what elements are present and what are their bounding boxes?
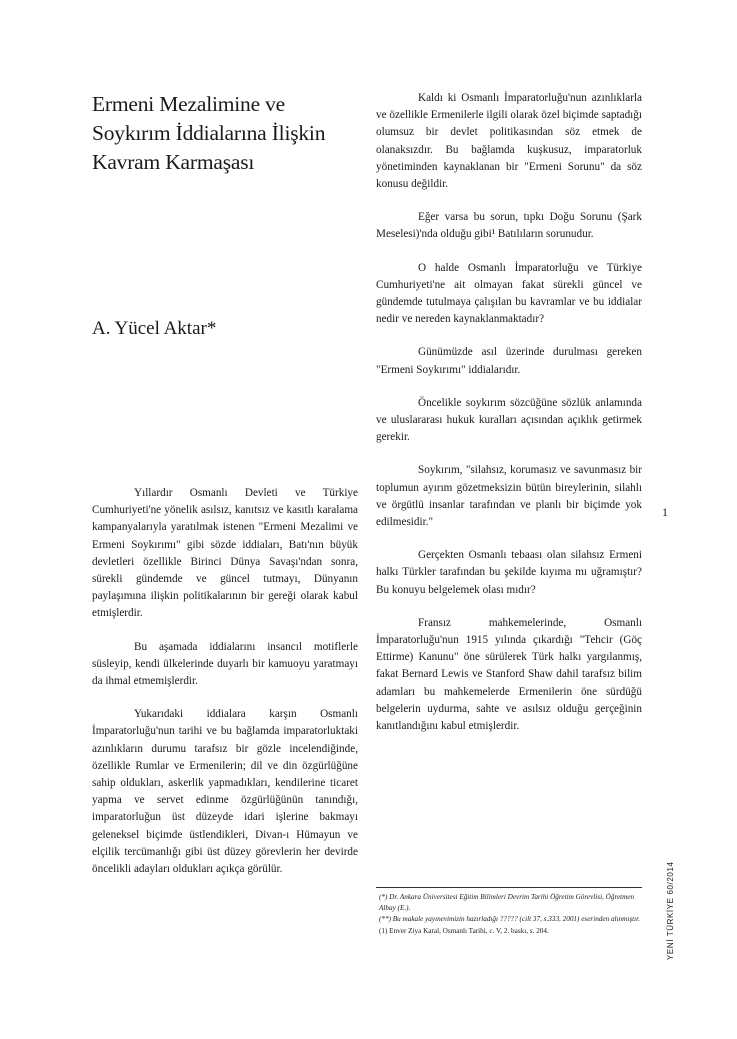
footnote: (1) Enver Ziya Karal, Osmanlı Tarihi, c. V, 2. baskı, s. 204. — [379, 926, 549, 935]
paragraph: Bu aşamada iddialarını insancıl motiflerle süsleyip, kendi ülkelerinde duyarlı bir kamuoyu yaratmayı da ihmal etmemişlerdir. — [92, 640, 358, 688]
right-column — [376, 90, 642, 751]
article-title: Ermeni Mezalimine ve Soykırım İddialarına İlişkin Kavram Karmaşası — [92, 92, 326, 174]
footnote: (**) Bu makale yayınevimizin hazırladığı ????? (cilt 37, s.333, 2001) eserinden alınmıştır. — [379, 915, 640, 923]
journal-label: YENİ TÜRKİYE 60/2014 — [666, 861, 675, 960]
left-column — [92, 485, 358, 894]
paragraph: Yıllardır Osmanlı Devleti ve Türkiye Cumhuriyeti'ne yönelik asılsız, kanıtsız ve kasıtlı karalama kampanyalarıyla yaratılmak istenen "Ermeni Mezalimi ve Ermeni Soykırımı" gibi sözde iddiaları, Batı'nın büyük devletleri özellikle Birinci Dünya Savaşı'ndan sonra, sürekli gündemde ve güncel tutmayı, Dünyanın paylaşımına ilişkin politikalarının bir gereği olarak kabul etmişlerdir. — [92, 487, 358, 620]
paragraph: Gerçekten Osmanlı tebaası olan silahsız Ermeni halkı Türkler tarafından bu şekilde kıyıma mı uğramıştır? Bu konuyu belgelemek olası mıdır? — [376, 549, 642, 596]
page-number: 1 — [662, 505, 668, 519]
paragraph: Öncelikle soykırım sözcüğüne sözlük anlamında ve uluslararası hukuk kuralları açısından açıklık getirmek gerekir. — [376, 396, 642, 444]
paragraph: Günümüzde asıl üzerinde durulması gereken "Ermeni Soykırımı" iddialarıdır. — [376, 346, 642, 376]
paragraph: Eğer varsa bu sorun, tıpkı Doğu Sorunu (Şark Meselesi)'nda olduğu gibi¹ Batılıların sorunudur. — [376, 211, 642, 241]
paragraph: Kaldı ki Osmanlı İmparatorluğu'nun azınlıklarla ve özellikle Ermenilerle ilgili olarak özel biçimde saptadığı olumsuz bir devlet politikasından söz etmek de olanaksızdır. Bu bağlamda kuşkusuz, imparatorluk yönetiminden kaynaklanan bir "Ermeni Sorunu" da söz konusu değildir. — [376, 92, 642, 191]
paragraph: Fransız mahkemelerinde, Osmanlı İmparatorluğu'nun 1915 yılında çıkardığı "Tehcir (Göç Ettirme) Kanunu" öne sürülerek Türk halkı yargılanmış, fakat Bernard Lewis ve Stanford Shaw dahil tarafsız bilim adamları bu mahkemelerde Ermenilerin öne sürdüğü belgelerin uydurma, sahte ve asılsız olduğu gerçeğinin kanıtlandığını kabul etmişlerdir. — [376, 616, 642, 733]
paragraph: Yukarıdaki iddialara karşın Osmanlı İmparatorluğu'nun tarihi ve bu bağlamda imparatorluktaki azınlıkların durumu tarafsız bir gözle incelendiğinde, özellikle Rumlar ve Ermenilerin; dil ve din özgürlüğüne sahip oldukları, askerlik yapmadıkları, kendilerine ticaret yapma ve servet edinme özgürlüğünün tanındığı, imparatorluğun üst düzeyde idari işlerine bakmayı geleneksel biçimde üstlendikleri, Divan-ı Hümayun ve elçilik tercümanlığı gibi üst düzey görevlerin her devirde öncelikli adayları oldukları açıkça görülür. — [92, 708, 358, 876]
paragraph: Soykırım, "silahsız, korumasız ve savunmasız bir toplumun ayırım gözetmeksizin bütün bireylerinin, silahlı ve örgütlü insanlar tarafından ve planlı bir biçimde yok edilmesidir." — [376, 464, 642, 529]
footnote: (*) Dr. Ankara Üniversitesi Eğitim Bilimleri Devrim Tarihi Öğretim Görevlisi, Öğretmen Albay (E.). — [379, 893, 635, 912]
paragraph: O halde Osmanlı İmparatorluğu ve Türkiye Cumhuriyeti'ne ait olmayan fakat sürekli güncel ve gündemde tutulmaya çalışılan bu kavramlar ve bu iddialar nedir ve nereden kaynaklanmaktadır? — [376, 261, 642, 326]
author-name: A. Yücel Aktar* — [92, 318, 217, 339]
footnotes — [376, 887, 642, 937]
